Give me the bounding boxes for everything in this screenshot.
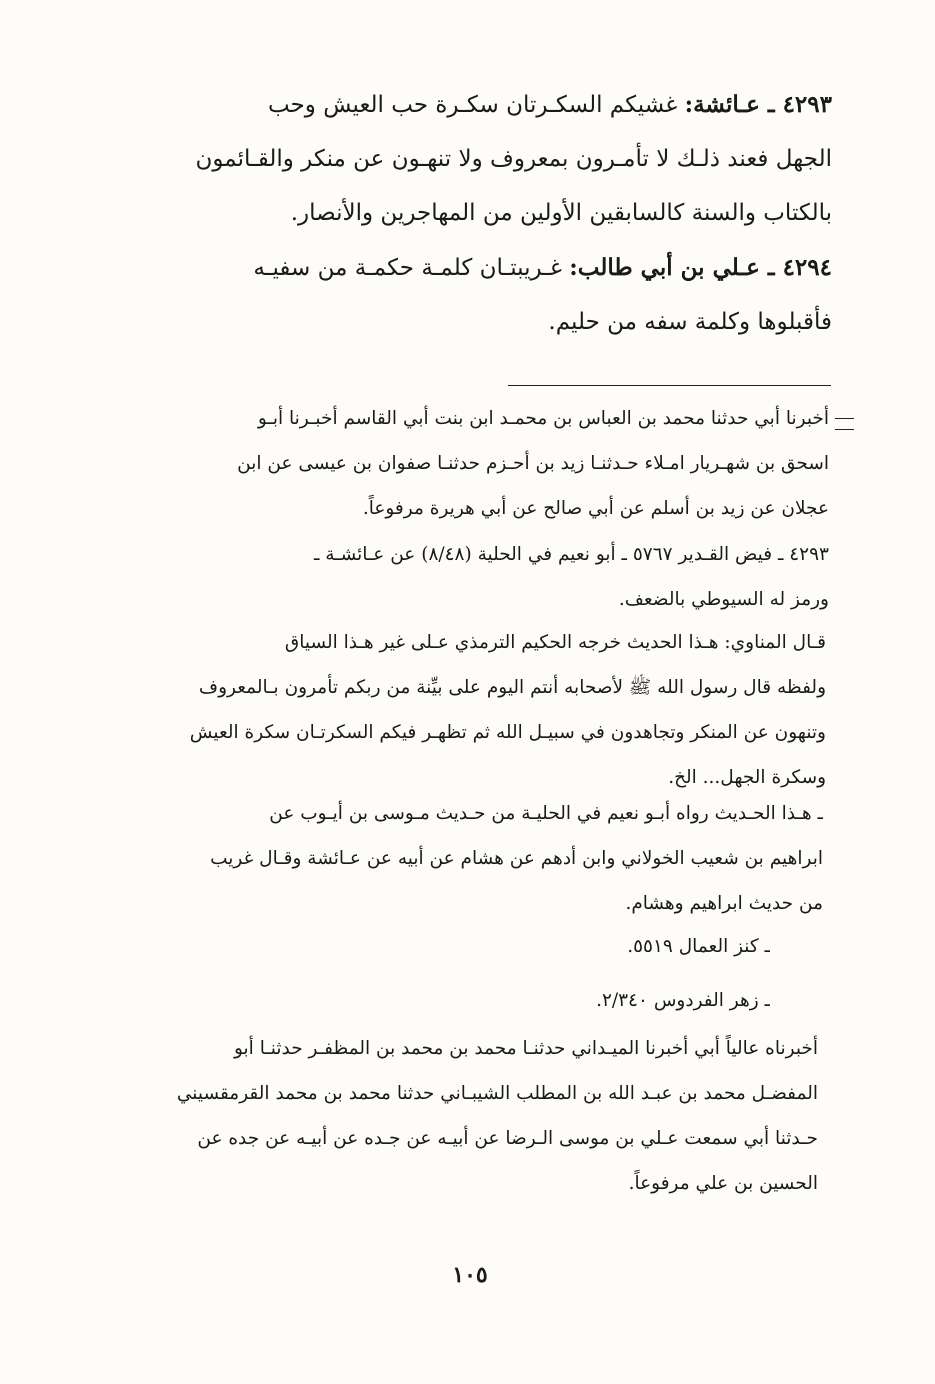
note-line: ٤٢٩٣ ـ فيض القـدير ٥٧٦٧ ـ أبو نعيم في الحلية (٨/٤٨) عن عـائشـة ـ bbox=[313, 544, 829, 565]
entry-line: الجهل فعند ذلـك لا تأمـرون بمعروف ولا تنهـون عن منكر والقـائمون bbox=[195, 146, 832, 172]
munawi-note bbox=[150, 620, 826, 800]
note-line: ورمز له السيوطي بالضعف. bbox=[618, 589, 829, 610]
note-line: قـال المناوي: هـذا الحديث خرجه الحكيم الترمذي عـلى غير هـذا السياق bbox=[284, 632, 826, 653]
note-line: حـدثنا أبي سمعت عـلي بن موسى الـرضا عن أبيـه عن جـده عن أبيـه عن جده عن bbox=[197, 1128, 818, 1149]
entry-line: فأقبلوها وكلمة سفه من حليم. bbox=[548, 309, 832, 335]
firdaws-note bbox=[300, 978, 770, 1023]
entry-4293 bbox=[160, 78, 832, 240]
isnad-note bbox=[157, 396, 829, 531]
note-line: أخبرناه عالياً أبي أخبرنا الميـداني حدثنـا محمد بن محمد بن المظفـر حدثنـا أبو bbox=[233, 1038, 818, 1059]
entry-number: ٤٢٩٣ ـ عـائشة: bbox=[684, 91, 832, 118]
note-line: ابراهيم بن شعيب الخولاني وابن أدهم عن هشام عن أبيه عن عـائشة وقـال غريب bbox=[210, 848, 823, 869]
entry-line bbox=[160, 78, 832, 132]
entry-4294 bbox=[160, 241, 832, 349]
takhrij-note bbox=[157, 532, 829, 622]
note-line: من حديث ابراهيم وهشام. bbox=[625, 893, 823, 914]
page-number: ١٠٥ bbox=[452, 1262, 488, 1288]
note-line: ولفظه قال رسول الله ﷺ لأصحابه أنتم اليوم على بيِّنة من ربكم تأمرون بـالمعروف bbox=[198, 677, 826, 698]
note-line: ـ زهر الفردوس ٢/٣٤٠. bbox=[596, 990, 770, 1011]
hilya-note bbox=[150, 791, 823, 926]
note-line: المفضـل محمد بن عبـد الله بن المطلب الشيبـاني حدثنا محمد بن محمد القرمقسيني bbox=[176, 1083, 818, 1104]
note-line: أخبرنا أبي حدثنا محمد بن العباس بن محمـد ابن بنت أبي القاسم أخبـرنا أبـو bbox=[257, 408, 829, 429]
footnote-separator bbox=[508, 385, 831, 386]
entry-text: غـريبتـان كلمـة حكمـة من سفيـه bbox=[253, 255, 562, 281]
isnad-marker-icon bbox=[835, 418, 854, 430]
note-line: ـ كنز العمال ٥٥١٩. bbox=[627, 936, 770, 957]
note-line: ـ هـذا الحـديث رواه أبـو نعيم في الحليـة من حـديث مـوسى بن أيـوب عن bbox=[269, 803, 823, 824]
entry-number: ٤٢٩٤ ـ عـلي بن أبي طالب: bbox=[569, 254, 832, 281]
note-line: اسحق بن شهـريار امـلاء حـدثنـا زيد بن أحـزم حدثنـا صفوان بن عيسى عن ابن bbox=[237, 453, 829, 474]
note-line: وسكرة الجهل... الخ. bbox=[668, 767, 826, 788]
entry-text: غشيكم السكـرتان سكـرة حب العيش وحب bbox=[267, 92, 678, 118]
kanz-note bbox=[300, 924, 770, 969]
isnad-note-2 bbox=[142, 1026, 818, 1206]
note-line: الحسين بن علي مرفوعاً. bbox=[628, 1173, 818, 1194]
note-line: وتنهون عن المنكر وتجاهدون في سبيـل الله ثم تظهـر فيكم السكرتـان سكرة العيش bbox=[189, 722, 826, 743]
entry-line bbox=[160, 241, 832, 295]
entry-line: بالكتاب والسنة كالسابقين الأولين من المهاجرين والأنصار. bbox=[290, 200, 832, 226]
note-line: عجلان عن زيد بن أسلم عن أبي صالح عن أبي هريرة مرفوعاً. bbox=[362, 498, 829, 519]
